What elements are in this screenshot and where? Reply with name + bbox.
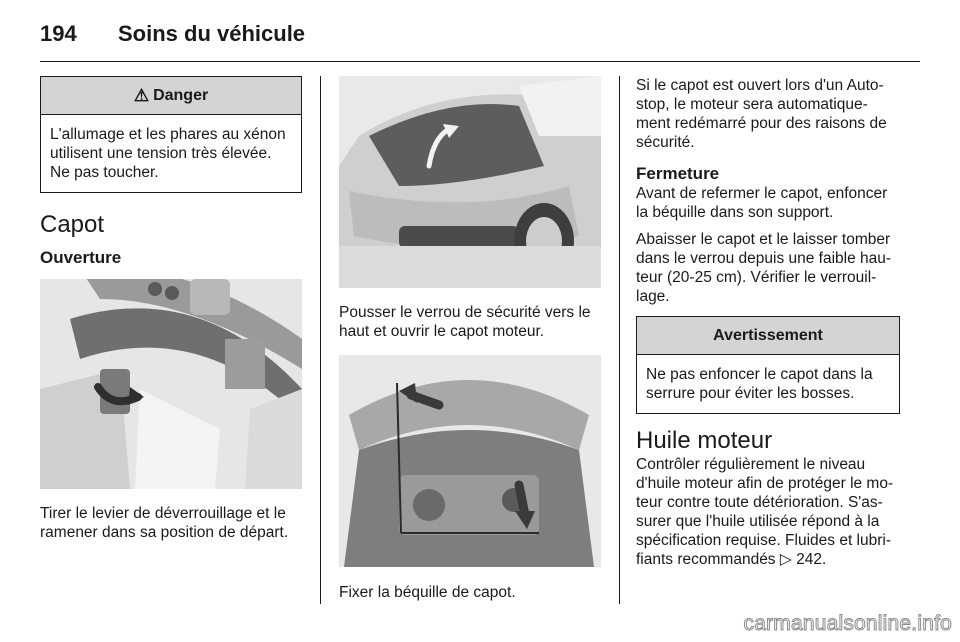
caption-hood-prop: Fixer la béquille de capot. — [339, 584, 516, 601]
watermark: carmanualsonline.info — [743, 612, 952, 635]
warning-box-title: Avertissement — [637, 317, 899, 355]
danger-box — [40, 76, 302, 193]
chapter-title: Soins du véhicule — [118, 21, 306, 46]
caption-open-hood: Pousser le verrou de sécurité vers le haut et ouvrir le capot moteur. — [339, 304, 591, 340]
closing-paragraph-1: Avant de refermer le capot, enfoncer la béquille dans son support. — [636, 185, 888, 221]
page-header — [40, 14, 305, 54]
illustration-car-front — [339, 76, 601, 288]
oil-paragraph — [636, 455, 900, 569]
oil-reference-page[interactable]: 242. — [796, 551, 827, 568]
header-rule — [40, 61, 920, 62]
subsection-title-ouverture: Ouverture — [40, 248, 122, 267]
illustration-release-lever — [40, 279, 302, 489]
autostop-paragraph: Si le capot est ouvert lors d'un Auto-stop, le moteur sera automatique-ment redémarré pour des raisons de sécurité. — [636, 77, 887, 151]
column-1 — [40, 76, 302, 542]
caption-release-lever: Tirer le levier de déverrouillage et le ramener dans sa position de départ. — [40, 505, 289, 541]
illustration-hood-prop — [339, 355, 601, 567]
release-lever-drawing — [40, 279, 302, 489]
warning-box-text: Ne pas enfoncer le capot dans la serrure pour éviter les bosses. — [646, 366, 873, 402]
column-3 — [636, 76, 900, 569]
column-2 — [339, 76, 601, 602]
column-divider-right — [619, 76, 620, 604]
warning-box — [636, 316, 900, 414]
car-front-drawing — [339, 76, 601, 288]
danger-box-text: L'allumage et les phares au xénon utilisent une tension très élevée. Ne pas toucher. — [50, 126, 286, 181]
section-title-huile-moteur: Huile moteur — [636, 427, 773, 454]
warning-triangle-icon: ⚠ — [133, 85, 150, 105]
section-title-capot: Capot — [40, 211, 105, 238]
danger-box-title — [41, 77, 301, 115]
hood-prop-drawing — [339, 355, 601, 567]
page-number: 194 — [40, 21, 77, 46]
oil-paragraph-text: Contrôler régulièrement le niveau d'huile moteur afin de protéger le mo-teur contre toute détérioration. S'as-surer que l'huile utilisée répond à la spécification requise. Fluides et lubri-fiants recommandés — [636, 456, 894, 568]
column-divider-left — [320, 76, 321, 604]
page-reference-arrow-icon: ▷ — [779, 551, 792, 568]
closing-paragraph-2: Abaisser le capot et le laisser tomber dans le verrou depuis une faible hau-teur (20-25 cm). Vérifier le verrouil-lage. — [636, 231, 892, 305]
danger-title-text: Danger — [153, 86, 209, 104]
subsection-title-fermeture: Fermeture — [636, 164, 720, 183]
